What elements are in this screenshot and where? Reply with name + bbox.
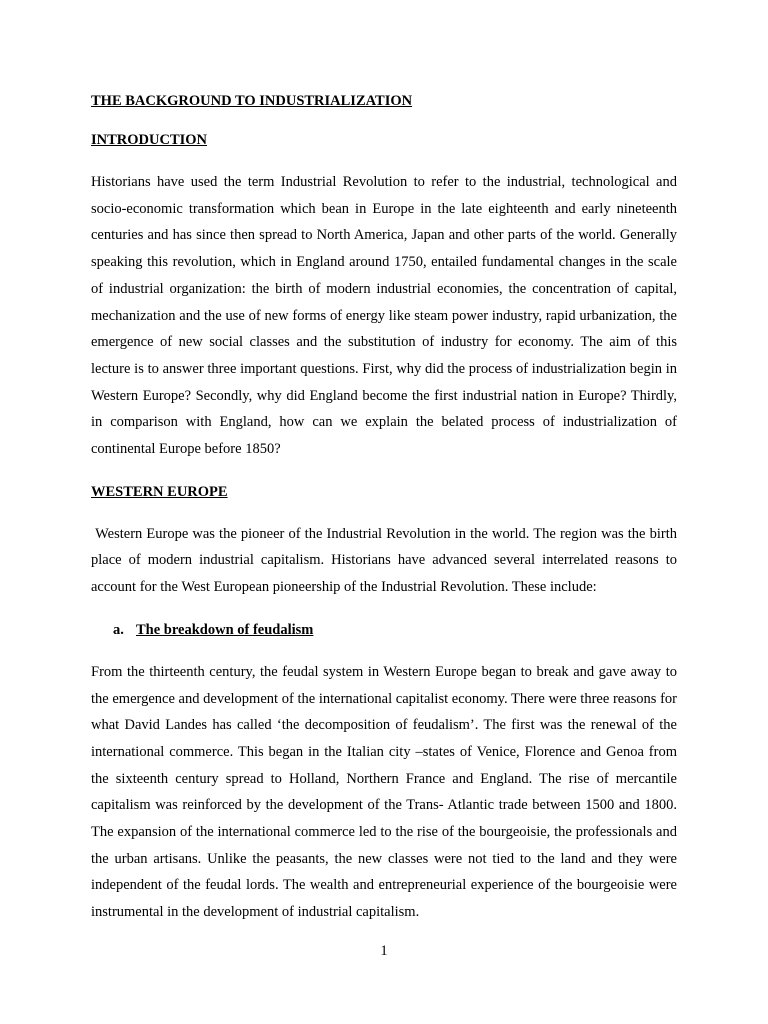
introduction-paragraph: Historians have used the term Industrial Revolution to refer to the industrial, technological and socio-economic transformation which bean in Europe in the late eighteenth and early nineteenth centuries and has since then spread to North America, Japan and other parts of the world. Generally speaking this revolution, which in England around 1750, entailed fundamental changes in the scale of industrial organization: the birth of modern industrial economies, the concentration of capital, mechanization and the use of new forms of energy like steam power industry, rapid urbanization, the emergence of new social classes and the substitution of industry for economy. The aim of this lecture is to answer three important questions. First, why did the process of industrialization begin in Western Europe? Secondly, why did England become the first industrial nation in Europe? Thirdly, in comparison with England, how can we explain the belated process of industrialization of continental Europe before 1850? [91,174,677,458]
document-title: THE BACKGROUND TO INDUSTRIALIZATION [91,93,413,109]
list-marker: a. [113,621,124,638]
feudalism-paragraph: From the thirteenth century, the feudal system in Western Europe began to break and gave away to the emergence and development of the international capitalist economy. There were three reasons for what David Landes has called ‘the decomposition of feudalism’. The first was the renewal of the international commerce. This began in the Italian city –states of Venice, Florence and Genoa from the sixteenth century spread to Holland, Northern France and England. The rise of mercantile capitalism was reinforced by the development of the Trans- Atlantic trade between 1500 and 1800. The expansion of the international commerce led to the rise of the bourgeoisie, the professionals and the urban artisans. Unlike the peasants, the new classes were not tied to the land and they were independent of the feudal lords. The wealth and entrepreneurial experience of the bourgeoisie were instrumental in the development of industrial capitalism. [91,663,677,921]
document-body [91,91,681,945]
section-heading-western-europe: WESTERN EUROPE [91,483,228,500]
western-europe-paragraph: Western Europe was the pioneer of the Industrial Revolution in the world. The region was the birth place of modern industrial capitalism. Historians have advanced several interrelated reasons to account for the West European pioneership of the Industrial Revolution. These include: [91,525,681,596]
section-heading-introduction: INTRODUCTION [91,132,208,148]
page-number: 1 [380,943,388,959]
subsection-heading-feudalism [91,620,677,640]
subsection-title: The breakdown of feudalism [136,621,314,638]
